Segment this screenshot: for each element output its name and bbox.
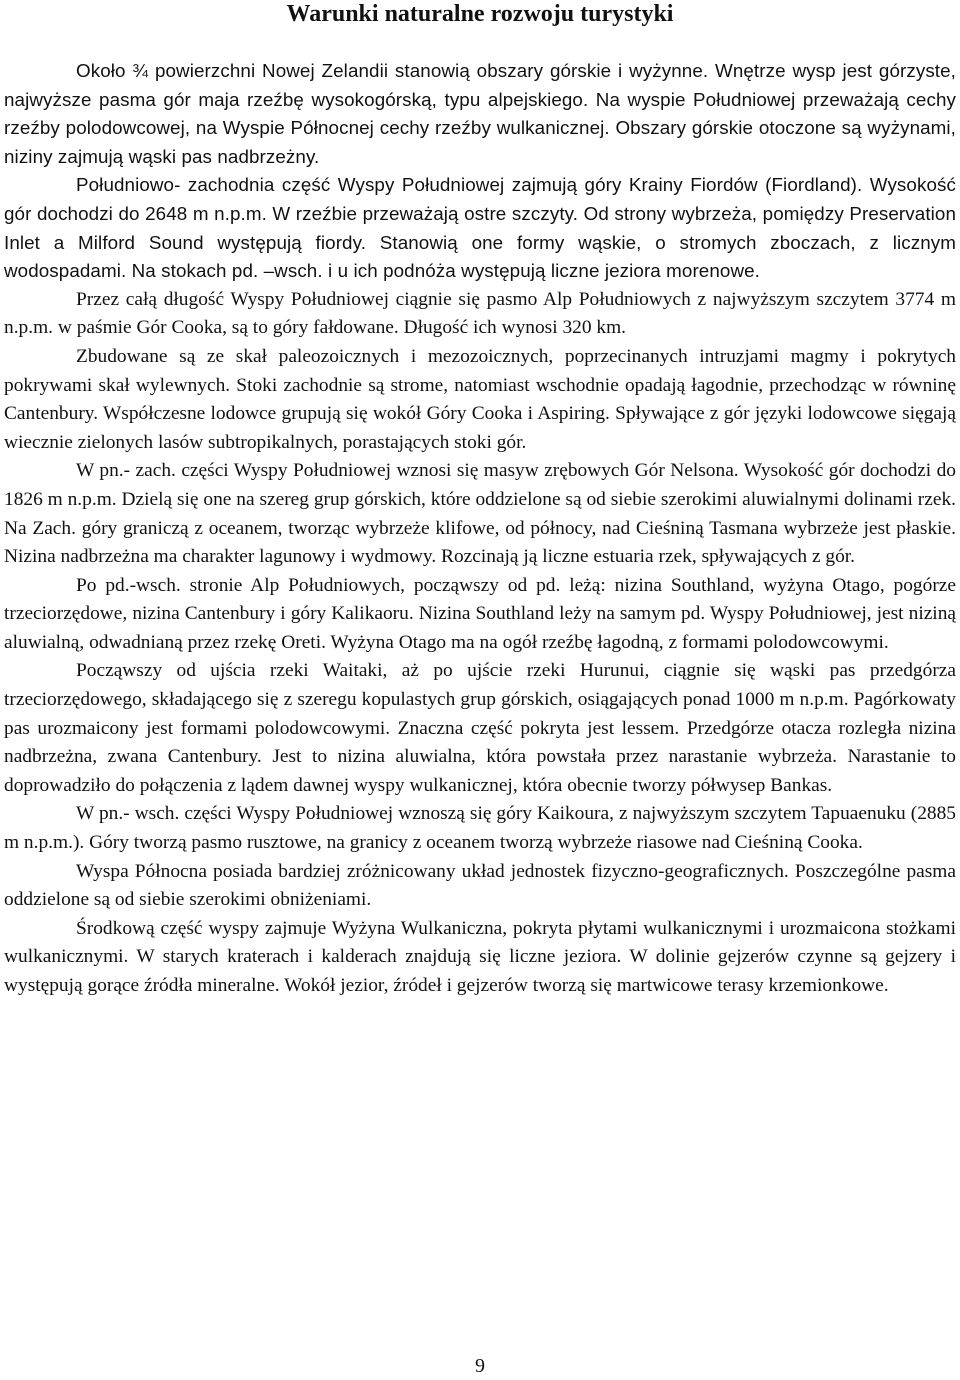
paragraph-5: W pn.- zach. części Wyspy Południowej wznosi się masyw zrębowych Gór Nelsona. Wysokość gór dochodzi do 1826 m n.p.m. Dzielą się one na szereg grup górskich, które oddzielone są od siebie szerokimi aluwialnymi dolinami rzek. Na Zach. góry graniczą z oceanem, tworząc wybrzeże klifowe, od północy, nad Cieśniną Tasmana wybrzeże jest płaskie. Nizina nadbrzeżna ma charakter lagunowy i wydmowy. Rozcinają ją liczne estuaria rzek, spływających z gór. <box>4 460 956 568</box>
page-number: 9 <box>475 1355 485 1377</box>
paragraph-9: Wyspa Północna posiada bardziej zróżnicowany układ jednostek fizyczno-geograficznych. Poszczególne pasma oddzielone są od siebie szerokimi obniżeniami. <box>4 860 956 911</box>
paragraph-1: Około ¾ powierzchni Nowej Zelandii stanowią obszary górskie i wyżynne. Wnętrze wysp jest górzyste, najwyższe pasma gór maja rzeźbę wysokogórską, typu alpejskiego. Na wyspie Południowej przeważają cechy rzeźby polodowcowej, na Wyspie Północnej cechy rzeźby wulkanicznej. Obszary górskie otoczone są wyżynami, niziny zajmują wąski pas nadbrzeżny. <box>4 60 956 167</box>
paragraph-8: W pn.- wsch. części Wyspy Południowej wznoszą się góry Kaikoura, z najwyższym szczytem Tapuaenuku (2885 m n.p.m.). Góry tworzą pasmo rusztowe, na granicy z oceanem tworzą wybrzeże riasowe nad Cieśniną Cooka. <box>4 803 956 854</box>
paragraph-10: Środkową część wyspy zajmuje Wyżyna Wulkaniczna, pokryta płytami wulkanicznymi i urozmaicona stożkami wulkanicznymi. W starych kraterach i kalderach znajdują się liczne jeziora. W dolinie gejzerów czynne są gejzery i występują gorące źródła mineralne. Wokół jezior, źródeł i gejzerów tworzą się martwicowe terasy krzemionkowe. <box>4 917 956 996</box>
paragraph-2: Południowo- zachodnia część Wyspy Południowej zajmują góry Krainy Fiordów (Fiordland). Wysokość gór dochodzi do 2648 m n.p.m. W rzeźbie przeważają ostre szczyty. Od strony wybrzeża, pomiędzy Preservation Inlet a Milford Sound występują fiordy. Stanowią one formy wąskie, o stromych zboczach, z licznym wodospadami. Na stokach pd. –wsch. i u ich podnóża występują liczne jeziora morenowe. <box>4 174 956 282</box>
paragraph-6: Po pd.-wsch. stronie Alp Południowych, począwszy od pd. leżą: nizina Southland, wyżyna Otago, pogórze trzeciorzędowe, nizina Cantenbury i góry Kalikaoru. Nizina Southland leży na samym pd. Wyspy Południowej, jest niziną aluwialną, odwadnianą przez rzekę Oreti. Wyżyna Otago ma na ogół rzeźbę łagodną, z formami polodowcowymi. <box>4 574 956 653</box>
paragraph-3: Przez całą długość Wyspy Południowej ciągnie się pasmo Alp Południowych z najwyższym szczytem 3774 m n.p.m. w paśmie Gór Cooka, są to góry fałdowane. Długość ich wynosi 320 km. <box>4 288 956 339</box>
paragraph-7: Począwszy od ujścia rzeki Waitaki, aż po ujście rzeki Hurunui, ciągnie się wąski pas przedgórza trzeciorzędowego, składającego się z szeregu kopulastych grup górskich, osiągających ponad 1000 m n.p.m. Pagórkowaty pas urozmaicony jest formami polodowcowymi. Znaczna część pokryta jest lessem. Przedgórze otacza rozległa nizina nadbrzeżna, zwana Cantenbury. Jest to nizina aluwialna, która powstała przez narastanie wybrzeża. Narastanie to doprowadziło do połączenia z lądem dawnej wyspy wulkanicznej, która obecnie tworzy półwysep Bankas. <box>4 660 956 796</box>
paragraph-4: Zbudowane są ze skał paleozoicznych i mezozoicznych, poprzecinanych intruzjami magmy i pokrytych pokrywami skał wylewnych. Stoki zachodnie są strome, natomiast wschodnie opadają łagodnie, przechodząc w równinę Cantenbury. Współczesne lodowce grupują się wokół Góry Cooka i Aspiring. Spływające z gór języki lodowcowe sięgają wiecznie zielonych lasów subtropikalnych, porastających stoki gór. <box>4 345 956 453</box>
body-text <box>4 57 956 1001</box>
page-title: Warunki naturalne rozwoju turystyki <box>286 1 674 27</box>
